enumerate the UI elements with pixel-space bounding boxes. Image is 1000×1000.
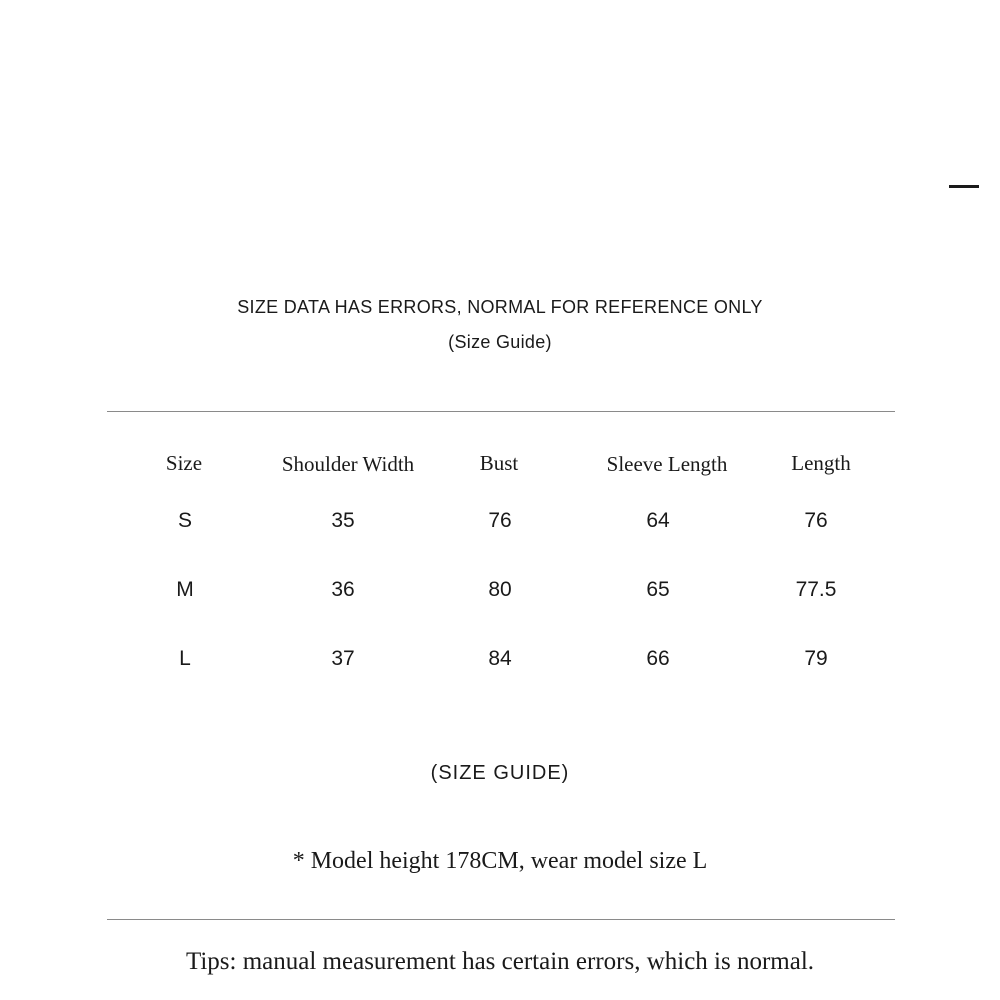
- header-bust: Bust: [479, 451, 519, 475]
- cell-sleeve-length: 65: [646, 578, 670, 601]
- cell-bust: 84: [488, 647, 512, 670]
- size-guide-subtitle: (Size Guide): [448, 332, 552, 352]
- bottom-divider: [107, 919, 895, 920]
- dash-mark: [949, 185, 979, 188]
- cell-size: S: [177, 509, 192, 532]
- header-shoulder-width: Shoulder Width: [281, 452, 415, 476]
- notice-line: SIZE DATA HAS ERRORS, NORMAL FOR REFERENCE ONLY: [237, 297, 763, 317]
- cell-size: L: [179, 647, 191, 670]
- header-sleeve-length: Sleeve Length: [606, 452, 728, 476]
- cell-bust: 76: [488, 509, 512, 532]
- cell-sleeve-length: 64: [646, 509, 670, 532]
- cell-length: 77.5: [795, 578, 837, 601]
- top-divider: [107, 411, 895, 412]
- size-guide-caption: (SIZE GUIDE): [430, 762, 570, 784]
- header-length: Length: [791, 451, 851, 475]
- model-note: * Model height 178CM, wear model size L: [292, 848, 708, 874]
- cell-shoulder-width: 35: [331, 509, 355, 532]
- cell-sleeve-length: 66: [646, 647, 670, 670]
- cell-length: 76: [804, 509, 828, 532]
- cell-bust: 80: [488, 578, 512, 601]
- header-size: Size: [165, 451, 203, 475]
- cell-shoulder-width: 36: [331, 578, 355, 601]
- cell-size: M: [176, 578, 194, 601]
- cell-shoulder-width: 37: [331, 647, 355, 670]
- cell-length: 79: [804, 647, 828, 670]
- tips-text: Tips: manual measurement has certain errors, which is normal.: [185, 948, 815, 975]
